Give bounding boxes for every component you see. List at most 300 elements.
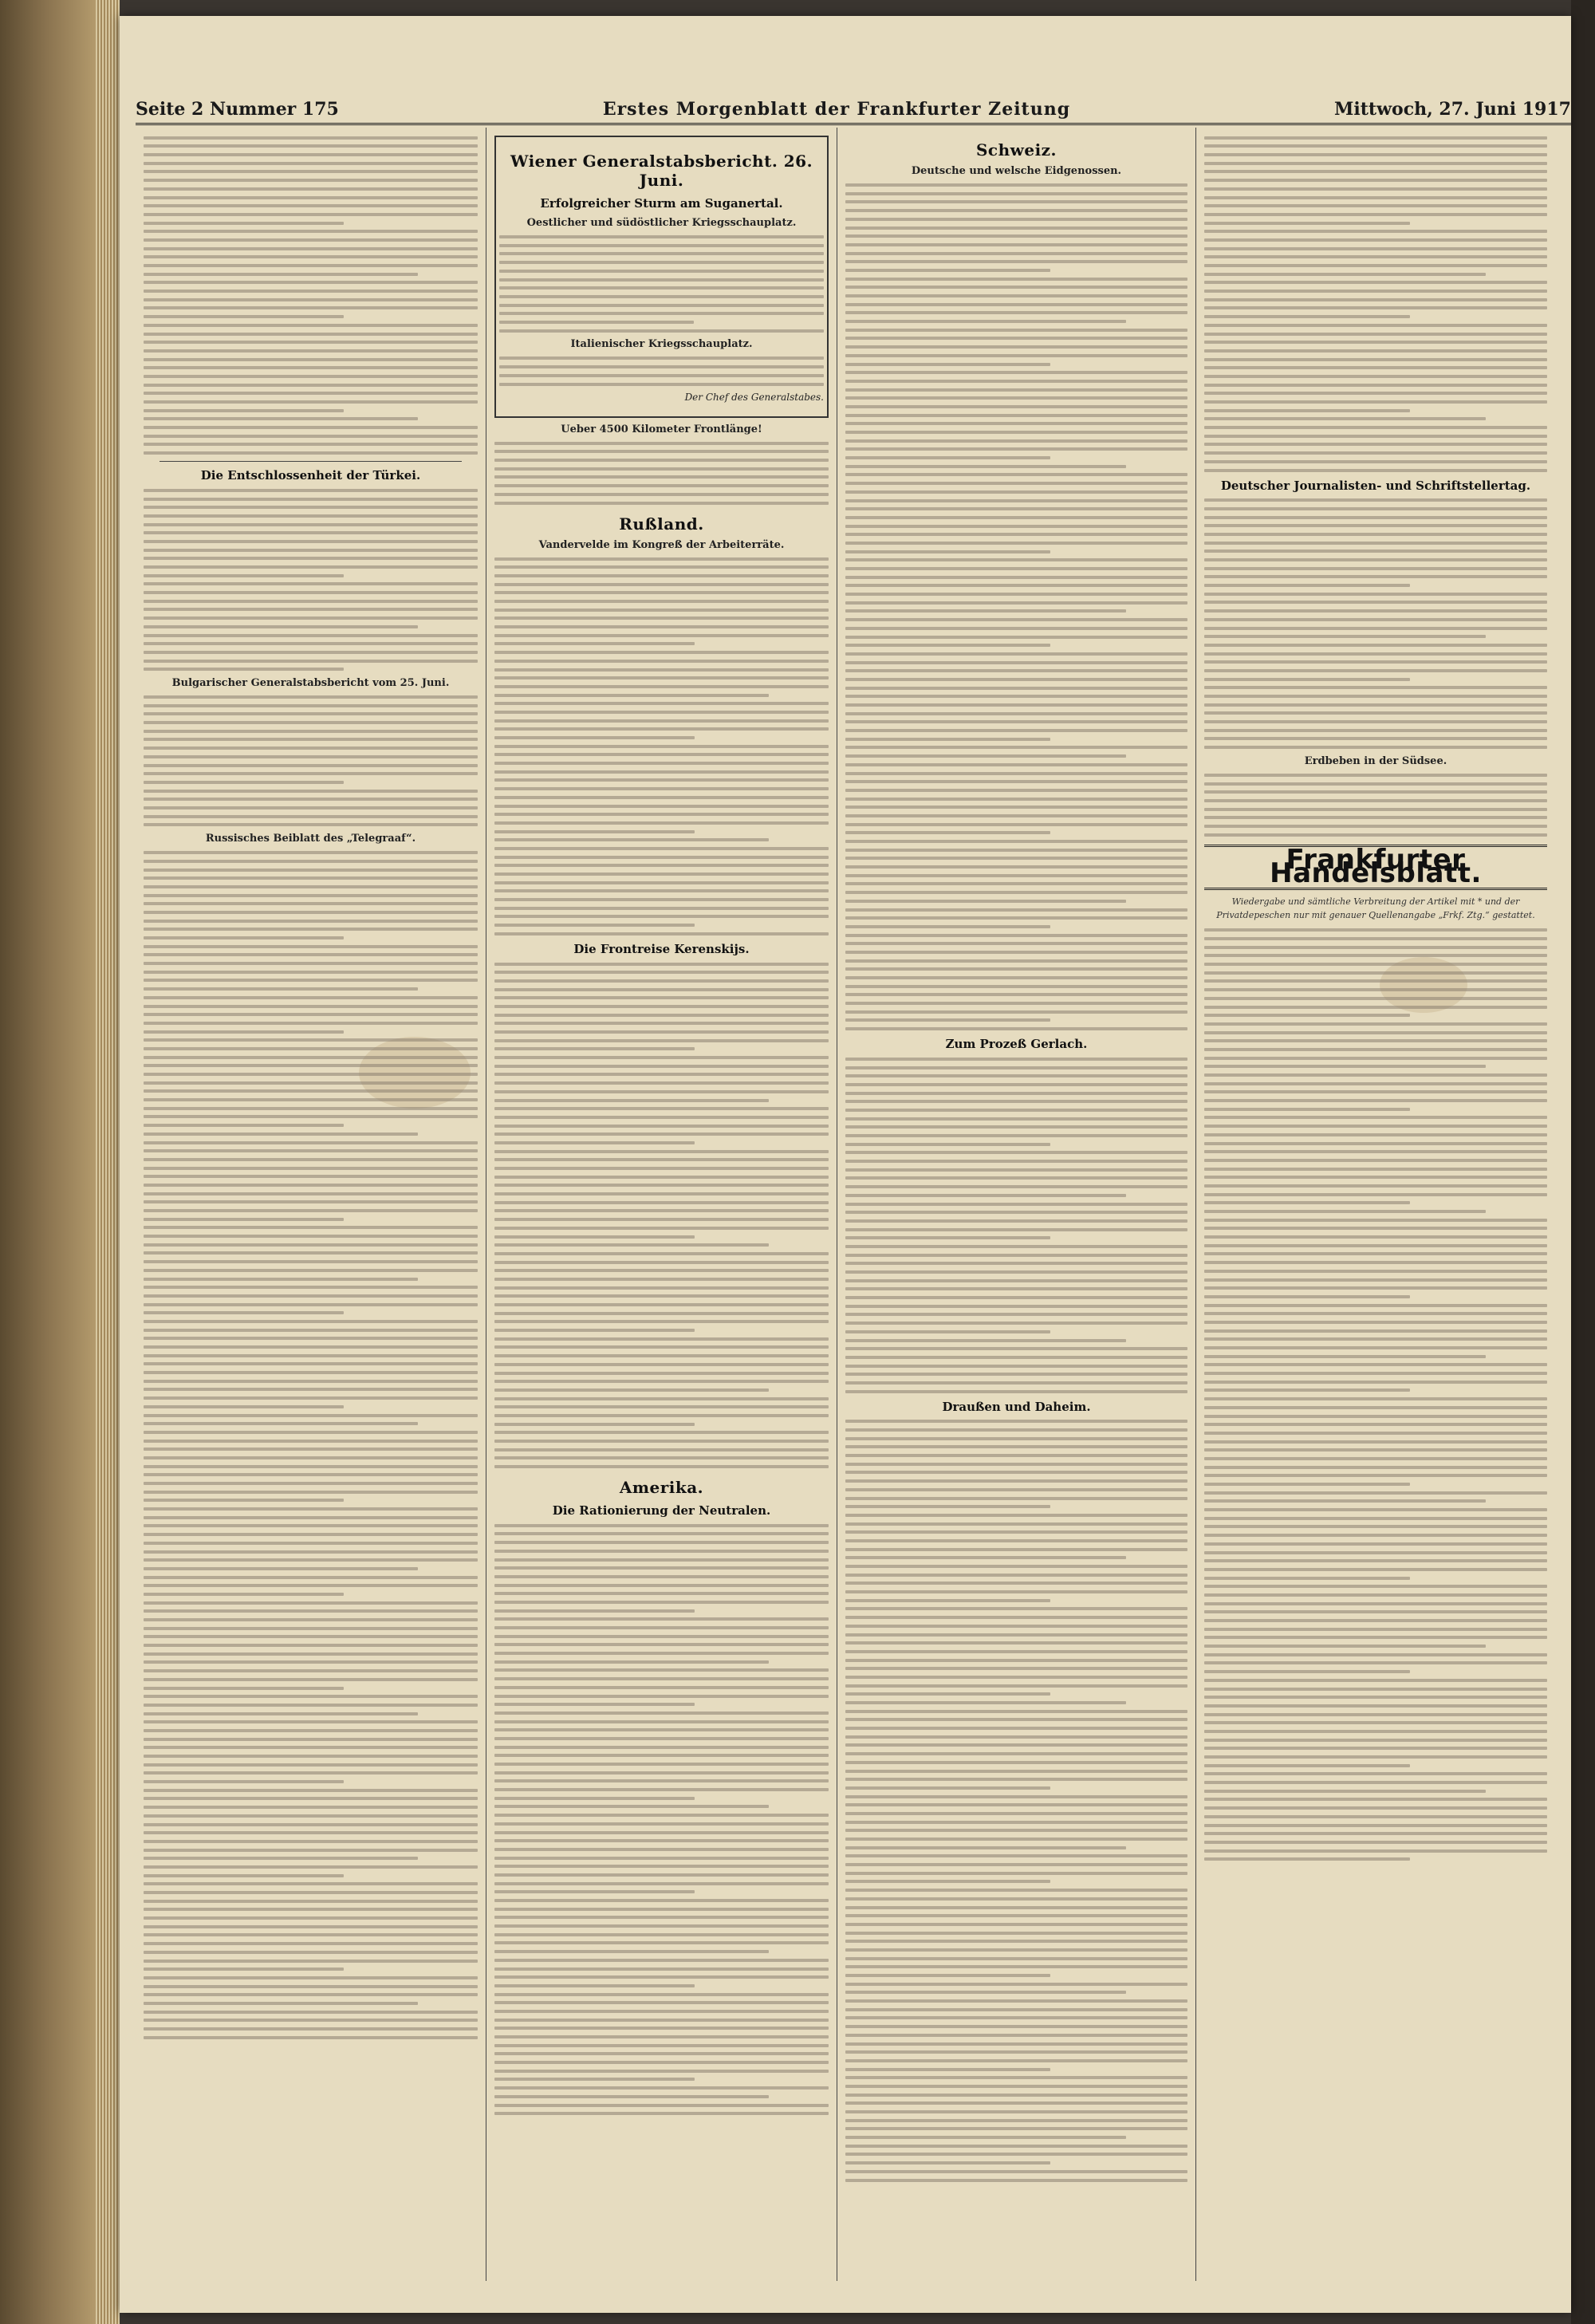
text-line [845,507,1187,510]
text-line [494,796,829,799]
text-line [845,882,1187,885]
text-line [144,704,478,707]
text-line [845,465,1126,468]
text-line [494,1269,829,1272]
text-line [494,1601,829,1604]
text-line [845,1134,1187,1137]
text-line [845,329,1187,332]
text-line [845,1684,1187,1688]
text-line [144,746,478,750]
text-line [144,738,478,741]
text-line [845,1522,1187,1526]
text-line [1204,549,1547,553]
text-line [144,341,478,344]
text-line [1204,1048,1547,1051]
text-line [845,967,1187,971]
heading-frontlaenge: Ueber 4500 Kilometer Frontlänge! [561,423,762,435]
text-line [845,874,1187,877]
text-line [494,642,695,645]
text-line [494,2010,829,2013]
text-line [144,1456,478,1459]
text-line [1204,1806,1547,1810]
text-line [1204,1321,1547,1324]
text-line [144,1831,478,1834]
text-line [494,1882,829,1885]
text-line [144,755,478,758]
text-line [845,209,1187,212]
text-line [144,1916,478,1920]
text-line [1204,264,1547,267]
text-line [144,409,344,412]
text-line [1204,627,1547,630]
text-line [144,953,478,956]
text-line [494,1380,829,1383]
text-line [845,1846,1126,1849]
text-line [845,712,1187,715]
text-line [494,996,829,999]
text-line [494,2070,829,2073]
text-line [845,661,1187,664]
text-line [845,942,1187,945]
text-line [494,1609,695,1613]
text-line [1204,1031,1547,1034]
text-line [845,218,1187,221]
text-line [1204,524,1547,527]
text-line [144,634,478,637]
text-line [144,860,478,863]
text-line [144,375,478,378]
text-line [494,1192,829,1195]
text-line [845,1420,1187,1423]
text-line [494,1857,829,1860]
text-line [845,1168,1187,1172]
text-line [144,1814,478,1818]
text-line [499,312,824,315]
text-line [144,1601,478,1605]
text-line [144,523,478,526]
text-line [845,934,1187,937]
text-line [1204,1261,1547,1264]
text-line [845,1616,1187,1619]
text-line [1204,306,1547,309]
text-line [499,261,824,264]
text-line [845,1219,1187,1223]
text-line [845,1330,1050,1333]
text-line [494,1090,829,1093]
text-line [1204,281,1547,284]
text-line [494,1423,695,1426]
text-line [144,574,344,577]
text-line [1204,516,1547,519]
text-line [144,1576,478,1579]
text-line [144,642,478,645]
text-line [1204,609,1547,613]
text-line [494,609,829,612]
text-line [845,294,1187,297]
text-line [144,557,478,560]
text-line [494,1566,829,1570]
text-line [1204,1415,1547,1418]
text-line [494,1617,829,1621]
text-line [845,1999,1187,2003]
text-line [144,1712,418,1715]
text-line [144,1720,478,1723]
text-line [845,252,1187,255]
text-line [1204,567,1547,570]
text-line [1204,644,1547,647]
text-line [845,900,1126,903]
text-line [845,1254,1187,1257]
text-line [845,1897,1187,1901]
text-line [845,636,1187,639]
text-line [1204,409,1410,412]
text-line [494,450,829,453]
text-line [845,1211,1187,1214]
text-line [1204,1713,1547,1716]
text-line [144,1167,478,1170]
text-line [144,1951,478,1954]
text-line [1204,618,1547,621]
text-line [845,1692,1050,1696]
text-line [144,1678,478,1681]
text-line [494,1022,829,1025]
text-line [1204,238,1547,242]
text-line [144,540,478,543]
text-line [494,676,829,679]
text-line [144,1115,478,1118]
text-line [845,1356,1187,1359]
masthead-page-number: Seite 2 Nummer 175 [136,99,339,120]
text-line [845,1667,1187,1670]
text-line [494,1005,829,1008]
text-line [494,971,829,974]
text-line [845,1125,1187,1129]
text-line [845,1770,1187,1773]
text-line [499,286,824,290]
text-line [144,1440,478,1443]
text-line [1204,660,1547,664]
text-line [494,2001,829,2004]
text-line [144,1491,478,1494]
text-line [494,1039,829,1042]
text-line [494,1150,829,1153]
text-line [144,1823,478,1826]
text-line [1204,729,1547,732]
text-line [845,1625,1187,1628]
text-line [1204,1534,1547,1537]
text-line [144,1218,344,1221]
text-line [494,1550,829,1553]
text-line [1204,1755,1547,1759]
text-line [1204,593,1547,596]
text-line [1204,247,1547,250]
subheading-italien: Italienischer Kriegsschauplatz. [570,338,753,351]
text-line [1204,1312,1547,1315]
text-line [1204,1772,1547,1775]
text-line [494,1592,829,1595]
text-line [144,1738,478,1741]
text-line [144,1797,478,1800]
text-line [1204,1491,1547,1495]
text-line [845,840,1187,843]
text-line [144,2011,478,2014]
text-line [1204,954,1547,957]
text-line [845,2136,1126,2139]
masthead [136,88,1571,125]
text-line [845,652,1187,656]
text-line [845,473,1187,476]
text-line [845,857,1187,860]
text-line [494,1337,829,1341]
text-line [1204,1790,1486,1793]
text-line [144,1780,344,1783]
text-line [494,1073,829,1076]
text-line [1204,1661,1547,1664]
text-line [1204,1073,1547,1077]
text-line [845,396,1187,400]
text-line [845,2101,1187,2105]
text-line [845,1872,1187,1875]
text-line [494,1209,829,1212]
text-line [845,1735,1187,1739]
text-line [494,915,829,918]
text-line [845,1203,1187,1206]
text-line [845,422,1187,425]
text-line [1204,1039,1547,1042]
text-line [494,1107,829,1110]
text-line [499,270,824,273]
text-line [494,557,829,561]
text-line [494,1668,829,1672]
text-line [144,1081,478,1085]
text-line [494,963,829,966]
text-line [144,1609,478,1613]
text-line [1204,507,1547,510]
text-line [494,1388,769,1392]
text-line [1204,711,1547,715]
text-line [144,273,418,276]
text-line [1204,333,1547,336]
text-line [845,1727,1187,1730]
text-line [144,358,478,361]
text-line [845,1488,1187,1491]
text-line [144,1593,344,1596]
text-line [144,1729,478,1732]
text-line [1204,946,1547,949]
text-line [1204,1193,1547,1196]
text-line [1204,1551,1547,1554]
text-line [144,1022,478,1025]
text-line [144,187,478,191]
text-line [494,1132,829,1136]
column-1 [136,128,486,2281]
text-line [1204,1201,1410,1204]
text-line [1204,1499,1486,1503]
text-line [144,1533,478,1536]
text-line [144,1865,478,1869]
text-line [494,2061,829,2064]
text-line [144,730,478,733]
text-line [845,1245,1187,1248]
text-line [1204,1474,1547,1477]
text-line [1204,1559,1547,1562]
text-line [845,337,1187,340]
text-line [494,574,829,577]
text-line [494,1278,829,1281]
text-line [845,1880,1050,1883]
text-line [845,303,1187,306]
text-line [494,1763,829,1766]
text-line [144,144,478,148]
text-line [1204,1252,1547,1255]
text-line [144,1064,478,1067]
text-line [845,243,1187,246]
text-line [845,1305,1187,1308]
text-line [144,894,478,897]
text-line [144,1303,478,1306]
text-line [494,1941,829,1944]
text-line [845,2076,1187,2079]
text-line [494,1047,695,1050]
text-line [845,1829,1187,1832]
text-line [845,1743,1187,1747]
text-line [494,1993,829,1996]
text-line [845,1270,1187,1274]
text-line [1204,1440,1547,1444]
text-line [144,790,478,793]
text-line [144,851,478,854]
text-line [845,1778,1187,1781]
text-line [144,531,478,534]
text-line [144,660,478,663]
text-line [494,821,829,825]
text-line [845,1650,1187,1653]
subheading-vandervelde: Vandervelde im Kongreß der Arbeiterräte. [538,538,785,551]
text-line [144,962,478,965]
text-line [1204,230,1547,233]
text-line [845,431,1187,434]
text-line [494,1431,829,1434]
text-line [845,1322,1187,1325]
text-line [144,1524,478,1527]
text-line [494,634,829,637]
text-line [494,1984,695,1987]
text-line [1204,652,1547,656]
text-line [144,651,478,654]
text-line [845,584,1187,587]
text-line [845,269,1050,272]
text-line [494,907,829,910]
text-line [845,567,1187,570]
text-line [845,1092,1187,1095]
text-line [144,1891,478,1894]
text-line [144,1960,478,1963]
text-line [144,1200,478,1203]
text-line [845,1373,1187,1376]
text-line [494,1754,829,1757]
text-line [494,1711,829,1715]
text-line [1204,417,1486,420]
text-line [1204,1065,1486,1068]
text-line [494,1465,829,1468]
text-line [845,1002,1187,1005]
text-line [494,1261,829,1264]
text-line [845,729,1187,732]
text-line [1204,498,1547,502]
text-line [494,1873,829,1877]
text-line [1204,341,1547,344]
text-line [845,2008,1187,2011]
text-line [845,2050,1187,2054]
text-line [1204,1696,1547,1699]
text-line [1204,222,1410,225]
text-line [1204,1466,1547,1469]
text-line [1204,1815,1547,1818]
text-line [144,565,478,569]
text-line [1204,1116,1547,1119]
text-line [1204,298,1547,301]
text-line [1204,1150,1547,1153]
text-line [494,1405,829,1408]
text-line [494,565,829,569]
text-line [144,384,478,387]
text-line [494,1933,829,1936]
text-line [494,1924,829,1928]
text-line [845,985,1187,988]
text-line [144,222,344,225]
text-line [845,618,1187,621]
text-line [845,183,1187,187]
text-line [144,1660,478,1664]
text-line [845,1548,1187,1551]
text-line [1204,384,1547,387]
text-line [494,1014,829,1017]
text-line [845,200,1187,203]
text-line [845,2068,1050,2071]
text-line [144,1652,478,1656]
text-line [1204,1278,1547,1282]
text-line [1204,136,1547,140]
text-line [845,1428,1187,1432]
text-line [499,374,824,377]
text-line [845,1812,1187,1815]
text-line [494,685,829,688]
text-line [1204,375,1547,378]
text-line [144,945,478,948]
text-line [1204,1747,1547,1750]
text-line [144,333,478,336]
text-line [845,388,1187,392]
text-line [144,1431,478,1434]
text-line [494,616,829,620]
text-line [494,1056,829,1059]
handelsblatt-notice: Wiedergabe und sämtliche Verbreitung der Artikel mit * und der Privatdepeschen nur mit genauer Quellenangabe „Frkf. Ztg.“ gestattet. [1216,896,1535,920]
text-line [494,1227,829,1230]
text-line [845,1854,1187,1857]
text-line [845,2042,1187,2046]
text-line [1204,349,1547,353]
text-line [494,872,829,876]
text-line [144,2019,478,2022]
text-line [494,1814,829,1817]
text-line [144,712,478,715]
text-line [1204,1168,1547,1171]
text-line [845,789,1187,792]
text-line [1204,1849,1547,1853]
text-line [845,908,1187,912]
text-line [845,482,1187,485]
text-line [144,772,478,775]
